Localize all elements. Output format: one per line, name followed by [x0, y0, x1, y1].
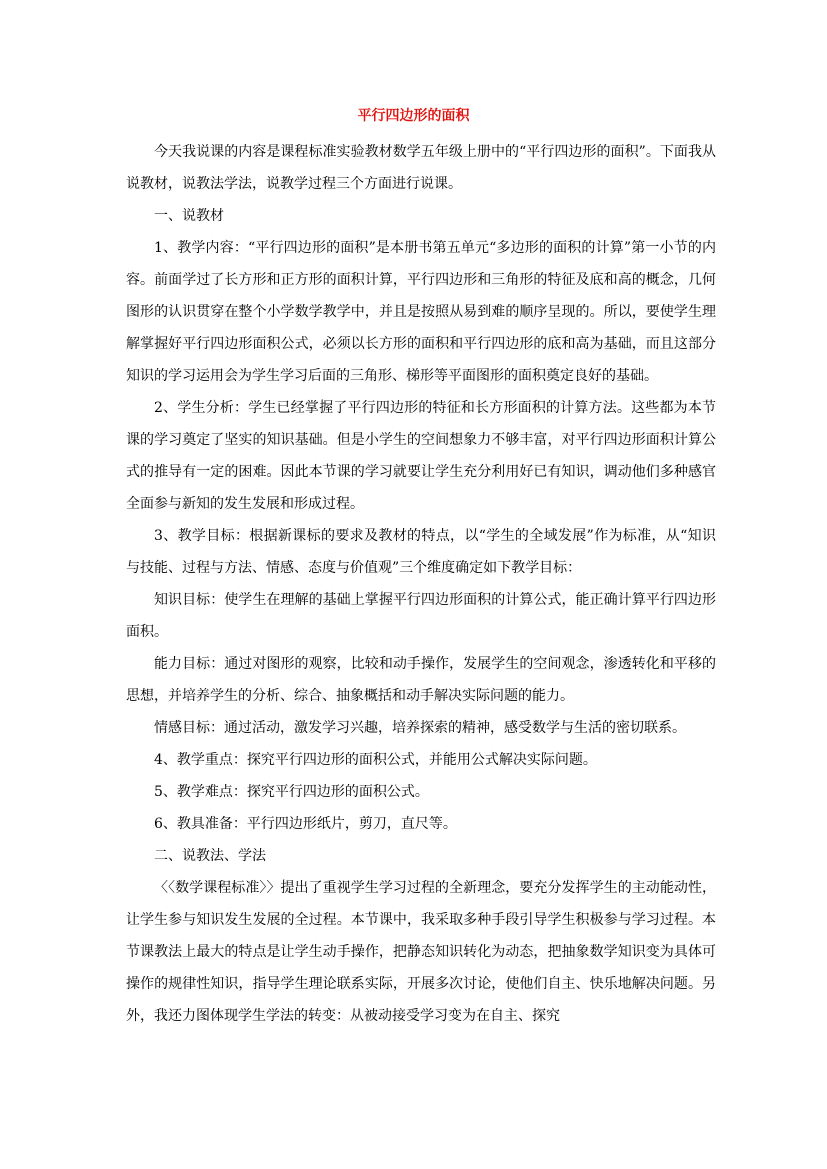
paragraph-teaching-aids: 6、教具准备：平行四边形纸片，剪刀，直尺等。 [154, 816, 457, 832]
paragraph-student-analysis: 2、学生分析：学生已经掌握了平行四边形的特征和长方形面积的计算方法。这些都为本节课的学习奠定了坚实的知识基础。但是小学生的空间想象力不够丰富，对平行四边形面积计算公式的推导有一定的困难。因此本节课的学习就要让学生充分利用好已有知识，调动他们多种感官全面参与新知的发生发展和形成过程。 [126, 400, 716, 512]
paragraph-difficulty: 5、教学难点：探究平行四边形的面积公式。 [154, 784, 429, 800]
paragraph-teaching-goals: 3、教学目标：根据新课标的要求及教材的特点，以“学生的全域发展”作为标准，从“知识与技能、过程与方法、情感、态度与价值观”三个维度确定如下教学目标： [126, 528, 716, 576]
section-heading-methods: 二、说教法、学法 [154, 848, 266, 864]
section-heading-textbook: 一、说教材 [154, 208, 224, 224]
paragraph-ability-goal: 能力目标：通过对图形的观察，比较和动手操作，发展学生的空间观念，渗透转化和平移的思想，并培养学生的分析、综合、抽象概括和动手解决实际问题的能力。 [126, 656, 716, 704]
paragraph-intro: 今天我说课的内容是课程标准实验教材数学五年级上册中的“平行四边形的面积”。下面我从说教材，说教法学法，说教学过程三个方面进行说课。 [126, 144, 716, 192]
paragraph-emotion-goal: 情感目标：通过活动，激发学习兴趣，培养探索的精神，感受数学与生活的密切联系。 [154, 720, 686, 736]
document-title: 平行四边形的面积 [357, 108, 470, 124]
paragraph-methods: 〈〈数学课程标准〉〉提出了重视学生学习过程的全新理念，要充分发挥学生的主动能动性，让学生参与知识发生发展的全过程。本节课中，我采取多种手段引导学生积极参与学习过程。本节课教法上最大的特点是让学生动手操作，把静态知识转化为动态，把抽象数学知识变为具体可操作的规律性知识，指导学生理论联系实际，开展多次讨论，使他们自主、快乐地解决问题。另外，我还力图体现学生学法的转变：从被动接受学习变为在自主、探究 [126, 880, 716, 1024]
paragraph-key-point: 4、教学重点：探究平行四边形的面积公式，并能用公式解决实际问题。 [154, 752, 597, 768]
paragraph-teaching-content: 1、教学内容：“平行四边形的面积”是本册书第五单元“多边形的面积的计算”第一小节的内容。前面学过了长方形和正方形的面积计算，平行四边形和三角形的特征及底和高的概念，几何图形的认识贯穿在整个小学数学教学中，并且是按照从易到难的顺序呈现的。所以，要使学生理解掌握好平行四边形面积公式，必须以长方形的面积和平行四边形的底和高为基础，而且这部分知识的学习运用会为学生学习后面的三角形、梯形等平面图形的面积奠定良好的基础。 [126, 240, 716, 384]
paragraph-knowledge-goal: 知识目标：使学生在理解的基础上掌握平行四边形面积的计算公式，能正确计算平行四边形面积。 [126, 592, 716, 640]
document-body [126, 136, 716, 1032]
